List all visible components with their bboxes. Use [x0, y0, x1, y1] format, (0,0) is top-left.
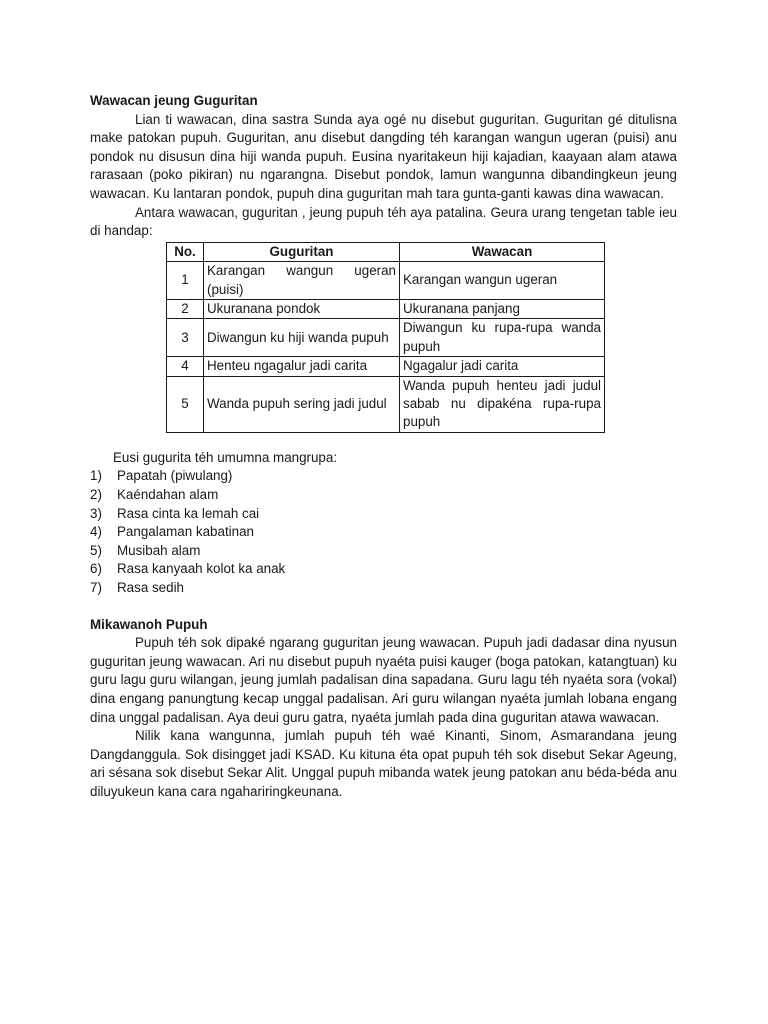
list-text: Rasa kanyaah kolot ka anak [117, 561, 286, 577]
guguritan-cell: Ukuranana pondok [204, 299, 400, 318]
header-guguritan: Guguritan [204, 242, 400, 261]
wawacan-cell: Karangan wangun ugeran [400, 262, 605, 300]
list-item [90, 523, 677, 542]
list-number: 2) [90, 487, 102, 502]
list-item [90, 467, 677, 486]
list-item [90, 542, 677, 561]
table-row [167, 376, 605, 432]
list-text: Pangalaman kabatinan [117, 524, 254, 540]
wawacan-cell: Diwangun ku rupa-rupa wanda pupuh [400, 319, 605, 357]
document-content [90, 92, 677, 802]
header-wawacan: Wawacan [400, 242, 605, 261]
section-title-mikawanoh-pupuh: Mikawanoh Pupuh [90, 616, 208, 632]
guguritan-cell: Diwangun ku hiji wanda pupuh [204, 319, 400, 357]
guguritan-cell: Henteu ngagalur jadi carita [204, 357, 400, 376]
list-item [90, 560, 677, 579]
row-number: 1 [167, 262, 204, 300]
wawacan-cell: Ngagalur jadi carita [400, 357, 605, 376]
guguritan-cell: Wanda pupuh sering jadi judul [204, 376, 400, 432]
comparison-table [166, 242, 605, 433]
list-text: Rasa cinta ka lemah cai [117, 505, 260, 521]
list-item [90, 505, 677, 524]
row-number: 2 [167, 299, 204, 318]
intro-paragraph: Lian ti wawacan, dina sastra Sunda aya ogé nu disebut guguritan. Guguritan gé ditulisna make patokan pupuh. Guguritan, anu disebut dangding téh karangan wangun ugeran (puisi) anu pondok nu disusun dina hiji wanda pupuh. Eusina nyaritakeun hiji kajadian, kaayaan alam atawa rarasaan (poko pikiran) nu ngarangna. Disebut pondok, lamun wangunna dibandingkeun jeung wawacan. Ku lantaran pondok, pupuh dina guguritan mah tara gunta-ganti kawas dina wawacan. [90, 111, 677, 201]
list-item [90, 579, 677, 598]
list-number: 7) [90, 579, 102, 595]
wawacan-cell: Wanda pupuh henteu jadi judul sabab nu dipakéna rupa-rupa pupuh [400, 376, 605, 432]
list-number: 4) [90, 524, 102, 540]
list-number: 3) [90, 505, 102, 521]
table-header-row [167, 242, 605, 261]
row-number: 5 [167, 376, 204, 432]
list-number: 1) [90, 468, 102, 484]
list-item [90, 486, 677, 505]
list-intro: Eusi gugurita téh umumna mangrupa: [113, 449, 338, 465]
row-number: 4 [167, 357, 204, 376]
section-title-wawacan-guguritan: Wawacan jeung Guguritan [90, 93, 258, 108]
table-row [167, 262, 605, 300]
wawacan-cell: Ukuranana panjang [400, 299, 605, 318]
pupuh-types-paragraph: Nilik kana wangunna, jumlah pupuh téh waé Kinanti, Sinom, Asmarandana jeung Dangdanggula. Sok disingget jadi KSAD. Ku kituna éta opat pupuh téh sok disebut Sekar Ageung, ari sésana sok disebut Sekar Alit. Unggal pupuh mibanda watek jeung patokan anu béda-béda anu diluyukeun kana cara ngahariringkeunana. [90, 728, 677, 799]
list-text: Rasa sedih [117, 579, 184, 595]
list-text: Kaéndahan alam [117, 487, 219, 502]
list-number: 5) [90, 542, 102, 558]
table-lead-paragraph: Antara wawacan, guguritan , jeung pupuh téh aya patalina. Geura urang tengetan table ieu di handap: [90, 204, 677, 239]
list-text: Musibah alam [117, 542, 201, 558]
guguritan-cell: Karangan wangun ugeran (puisi) [204, 262, 400, 300]
table-row [167, 357, 605, 376]
list-number: 6) [90, 561, 102, 577]
list-text: Papatah (piwulang) [117, 468, 233, 484]
pupuh-paragraph: Pupuh téh sok dipaké ngarang guguritan jeung wawacan. Pupuh jadi dadasar dina nyusun guguritan jeung wawacan. Ari nu disebut pupuh nyaéta puisi kauger (boga patokan, katangtuan) ku guru lagu guru wilangan, jeung jumlah padalisan dina sapadana. Guru lagu téh nyaéta sora (vokal) dina engang panungtung kecap unggal padalisan. Ari guru wilangan nyaéta jumlah lobana engang dina unggal padalisan. Aya deui guru gatra, nyaéta jumlah pada dina guguritan atawa wawacan. [90, 635, 677, 725]
table-row [167, 299, 605, 318]
row-number: 3 [167, 319, 204, 357]
table-row [167, 319, 605, 357]
content-list [90, 467, 677, 597]
header-no: No. [167, 242, 204, 261]
